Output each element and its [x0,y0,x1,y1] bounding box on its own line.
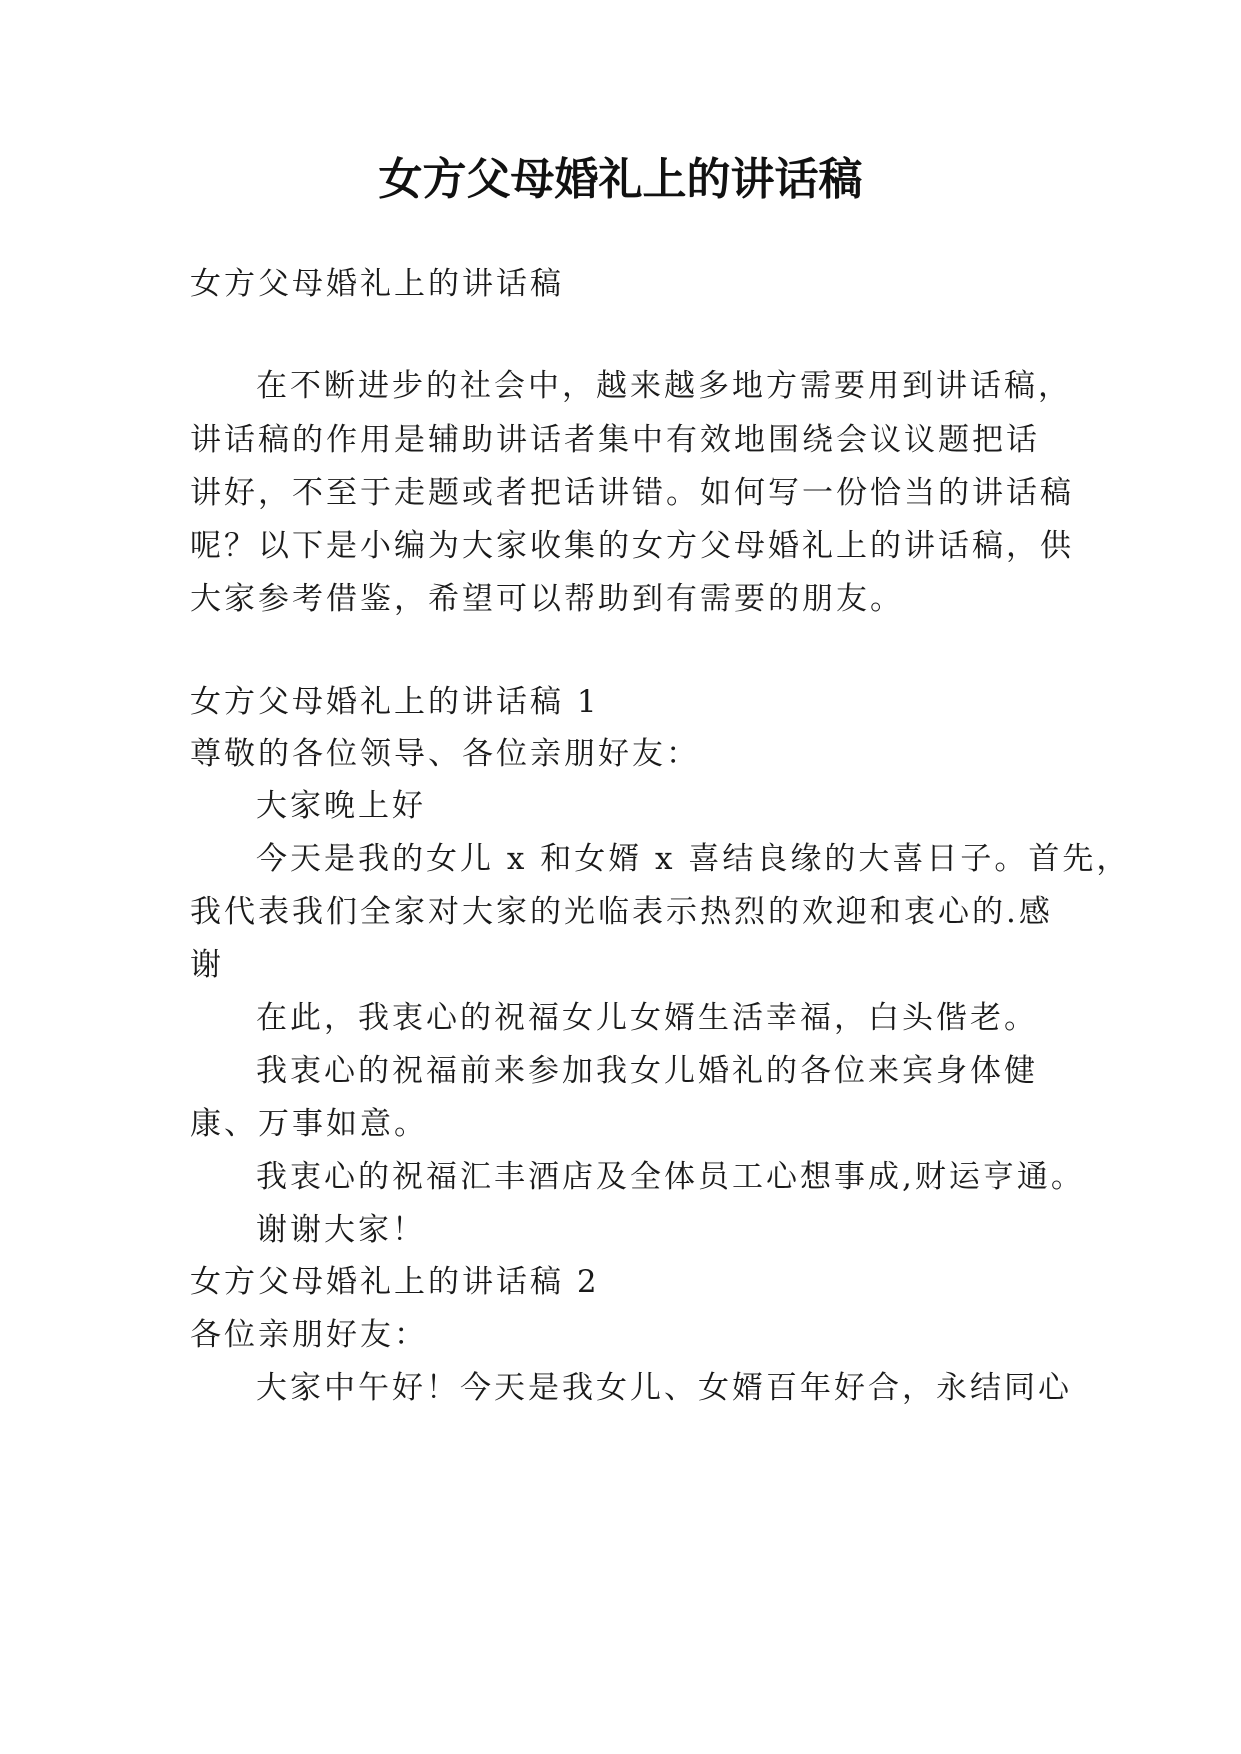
intro-line: 呢？以下是小编为大家收集的女方父母婚礼上的讲话稿，供 [190,528,1074,564]
intro-line: 大家参考借鉴，希望可以帮助到有需要的朋友。 [190,581,904,617]
paragraph-line: 大家晚上好 [256,788,426,824]
intro-line: 讲好，不至于走题或者把话讲错。如何写一份恰当的讲话稿 [190,475,1074,511]
paragraph-line: 我衷心的祝福汇丰酒店及全体员工心想事成,财运亨通。 [256,1159,1085,1195]
paragraph-line: 我代表我们全家对大家的光临表示热烈的欢迎和衷心的.感 [190,894,1053,930]
section-1-heading: 女方父母婚礼上的讲话稿 1 [190,684,600,720]
paragraph-line: 在此，我衷心的祝福女儿女婿生活幸福，白头偕老。 [256,1000,1038,1036]
document-subtitle: 女方父母婚礼上的讲话稿 [190,266,564,302]
paragraph-line: 我衷心的祝福前来参加我女儿婚礼的各位来宾身体健 [256,1053,1038,1089]
section-2-salutation: 各位亲朋好友： [190,1317,428,1353]
paragraph-line: 谢 [190,947,224,983]
document-title: 女方父母婚礼上的讲话稿 [378,154,863,205]
intro-line: 讲话稿的作用是辅助讲话者集中有效地围绕会议议题把话 [190,422,1040,458]
paragraph-line: 康、万事如意。 [190,1106,428,1142]
paragraph-line: 谢谢大家！ [256,1212,426,1248]
section-2-heading: 女方父母婚礼上的讲话稿 2 [190,1264,600,1300]
paragraph-line: 今天是我的女儿 x 和女婿 x 喜结良缘的大喜日子。首先， [256,841,1131,877]
section-1-salutation: 尊敬的各位领导、各位亲朋好友： [190,736,700,772]
paragraph-line: 大家中午好！今天是我女儿、女婿百年好合，永结同心 [256,1370,1072,1406]
intro-line: 在不断进步的社会中，越来越多地方需要用到讲话稿， [256,368,1072,404]
